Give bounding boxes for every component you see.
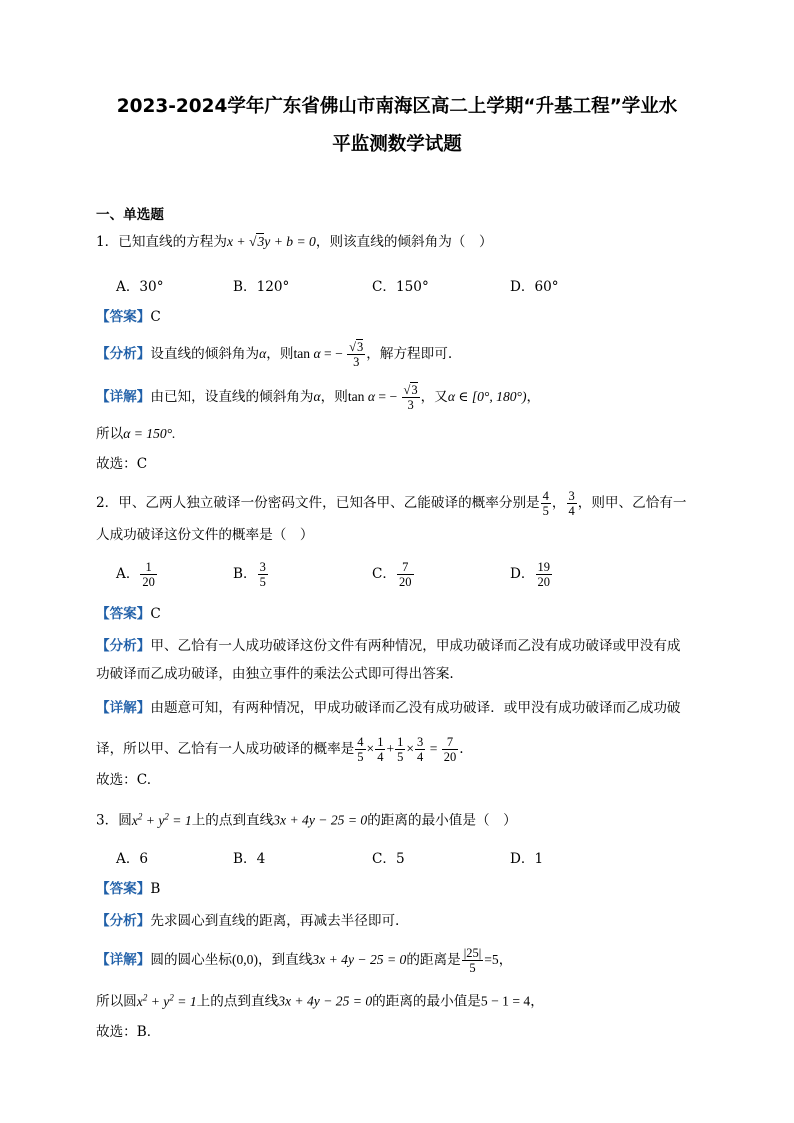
page-title-line2: 平监测数学试题 [332, 134, 462, 155]
q1-analysis-tag: 【分析】 [96, 346, 151, 362]
q1-answer [96, 307, 161, 327]
q2-prob-a: $\frac{4}{5}$ [542, 489, 549, 518]
q3-detail-tag: 【详解】 [96, 952, 151, 968]
q2-detail-line1: 由题意可知，有两种情况，甲成功破译而乙没有成功破译．或甲没有成功破译而乙成功破 [150, 700, 681, 716]
q1-conclusion [96, 424, 176, 444]
q1-detail-fraction: $\frac{√3}{3}$ [403, 383, 418, 412]
q1-choose: 故选：C [96, 456, 148, 472]
q1-analysis-pre: 设直线的倾斜角为 [150, 346, 260, 362]
q1-answer-tag: 【答案】 [96, 309, 151, 325]
q3-option-a: A．6 [116, 851, 149, 867]
q1-stem-math: x + √3y + b = 0 [227, 234, 316, 249]
q1-answer-value: C [150, 309, 161, 325]
q1-analysis: 【分析】设直线的倾斜角为α，则tan α = − $\frac{√3}{3}$ ，解方程即可. [96, 340, 453, 369]
q2-prob-b: $\frac{3}{4}$ [568, 489, 575, 518]
q2-option-d: D． $\frac{19}{20}$ [510, 560, 550, 589]
q3-answer [96, 879, 160, 899]
q2-analysis-line1: 甲、乙恰有一人成功破译这份文件有两种情况，甲成功破译而乙没有成功破译或甲没有成 [150, 638, 681, 654]
q1-option-a: A．30° [116, 279, 164, 295]
q1-detail-post: ，又 [420, 389, 448, 405]
q3-so-math: 5 − 1 = 4 [480, 993, 531, 1009]
q1-analysis-mid: ，则 [266, 346, 294, 362]
q2-detail-tag: 【详解】 [96, 700, 151, 716]
q2-option-a: A． $\frac{1}{20}$ [116, 560, 155, 589]
q2-answer-value: C [150, 606, 161, 622]
q3-stem-post: 的距离的最小值是（ ） [367, 812, 517, 829]
q1-detail: 【详解】由已知，设直线的倾斜角为α，则tan α = − $\frac{√3}{3}$ ，又α ∈ [0°, 180°)， [96, 383, 541, 412]
q3-analysis-text: 先求圆心到直线的距离，再减去半径即可. [150, 913, 400, 929]
q2-detail [96, 698, 681, 718]
question-1-stem [96, 232, 493, 252]
q3-analysis [96, 911, 399, 931]
q1-detail-mid: ，则 [320, 389, 348, 405]
q3-option-b: B．4 [233, 851, 266, 867]
q3-detail-mid2: 的距离是 [406, 952, 461, 968]
q3-choose: 故选：B． [96, 1024, 161, 1040]
q3-option-c: C．5 [372, 851, 405, 867]
q2-answer-tag: 【答案】 [96, 606, 151, 622]
q1-detail-tag: 【详解】 [96, 389, 151, 405]
q3-so-mid: 上的点到直线 [196, 993, 279, 1010]
q3-option-d: D．1 [510, 851, 544, 867]
q1-option-d: D．60° [510, 279, 559, 295]
question-3-stem: 3．圆$x^2 + y^2 = 1$上的点到直线3x + 4y − 25 = 0的距离的最小值是（ ） [96, 811, 517, 829]
q3-answer-value: B [150, 881, 161, 897]
q3-detail: 【详解】圆的圆心坐标(0,0)，到直线3x + 4y − 25 = 0的距离是 $\frac{|25|}{5}$ =5， [96, 946, 513, 975]
q2-analysis [96, 636, 681, 656]
q3-detail-fraction: $\frac{|25|}{5}$ [463, 946, 482, 975]
q3-so-mid2: 的距离的最小值是 [372, 993, 481, 1010]
page-title-line1: 2023-2024学年广东省佛山市南海区高二上学期“升基工程”学业水 [116, 96, 678, 117]
q2-option-b: B． $\frac{3}{5}$ [233, 560, 266, 589]
q3-stem-line: 3x + 4y − 25 = 0 [273, 812, 368, 828]
q1-so: 所以 [96, 426, 124, 442]
q1-stem-post: ，则该直线的倾斜角为（ ） [315, 234, 493, 250]
q1-detail-end: ， [526, 389, 541, 405]
q3-analysis-tag: 【分析】 [96, 913, 151, 929]
q1-detail-pre: 由已知，设直线的倾斜角为 [150, 389, 314, 405]
q1-so-math: α = 150°. [123, 426, 176, 441]
q2-option-c: C． $\frac{7}{20}$ [372, 560, 412, 589]
q3-detail-pre: 圆的圆心坐标 [150, 952, 232, 968]
q1-analysis-post: ，解方程即可. [366, 346, 453, 362]
q2-choose: 故选：C. [96, 772, 152, 788]
q3-conclusion: 所以圆$x^2 + y^2 = 1$上的点到直线3x + 4y − 25 = 0的距离的最小值是5 − 1 = 4， [96, 992, 544, 1010]
q3-answer-tag: 【答案】 [96, 881, 151, 897]
q2-detail-line2-pre: 译，所以甲、乙恰有一人成功破译的概率是 [96, 741, 355, 757]
q3-detail-center: (0,0) [231, 952, 258, 967]
q2-detail-line2: 译，所以甲、乙恰有一人成功破译的概率是 $\frac{4}{5}$ × $\frac{1}{4}$ + $\frac{1}{5}$ × $\frac{3}{4}$ = $\frac{7}{20}$ . [96, 735, 464, 764]
question-2-stem: 2．甲、乙两人独立破译一份密码文件，已知各甲、乙能破译的概率分别是 $\frac{4}{5}$ ， $\frac{3}{4}$ ，则甲、乙恰有一 [96, 489, 687, 518]
q2-stem-line2: 人成功破译这份文件的概率是（ ） [96, 527, 314, 543]
q1-detail-range: α ∈ [0°, 180°) [447, 389, 527, 404]
q2-stem-pre: 2．甲、乙两人独立破译一份密码文件，已知各甲、乙能破译的概率分别是 [96, 495, 540, 511]
q3-stem-mid: 上的点到直线 [191, 812, 274, 829]
q2-analysis-line2: 功破译而乙成功破译，由独立事件的乘法公式即可得出答案. [96, 666, 454, 682]
q2-analysis-tag: 【分析】 [96, 638, 151, 654]
q1-option-b: B．120° [233, 279, 290, 295]
q3-stem-pre: 3．圆 [96, 812, 132, 829]
q2-answer [96, 604, 161, 624]
q1-option-c: C．150° [372, 279, 429, 295]
section-heading: 一、单选题 [96, 207, 164, 223]
q3-detail-mid: ，到直线 [257, 952, 313, 968]
q1-analysis-fraction: $\frac{√3}{3}$ [349, 340, 364, 369]
q3-so-pre: 所以圆 [96, 993, 137, 1010]
q2-stem-post: ，则甲、乙恰有一 [577, 495, 687, 511]
q1-stem-pre: 1．已知直线的方程为 [96, 234, 227, 250]
